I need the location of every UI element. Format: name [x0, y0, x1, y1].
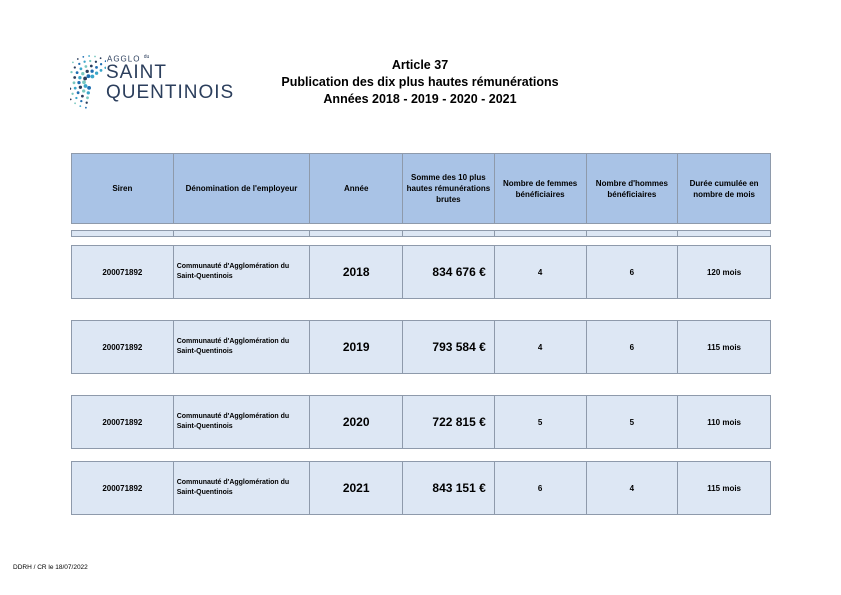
- cell-men: 6: [587, 246, 679, 298]
- agglo-logo: [70, 52, 235, 112]
- logo-dot: [74, 87, 77, 90]
- table-header: [71, 153, 771, 224]
- header-duration: Durée cumulée en nombre de mois: [689, 178, 759, 199]
- cell-siren: 200071892: [72, 321, 174, 373]
- logo-dot: [74, 102, 76, 104]
- logo-dot: [73, 81, 76, 84]
- logo-dot: [87, 74, 91, 78]
- logo-dot: [82, 80, 86, 84]
- logo-line2: SAINT: [106, 62, 167, 83]
- logo-dot: [77, 91, 80, 94]
- header-sum: Somme des 10 plus hautes rémunérations brutes: [403, 154, 495, 223]
- logo-dot: [87, 86, 91, 90]
- table-row: [71, 245, 771, 299]
- title-line2: Publication des dix plus hautes rémunérations: [281, 75, 559, 89]
- logo-dot: [82, 89, 85, 92]
- cell-employer: Communauté d'Agglomération du Saint-Quentinois: [174, 246, 311, 298]
- logo-dot: [81, 95, 84, 98]
- logo-dot: [89, 60, 91, 62]
- logo-dot: [85, 65, 88, 68]
- logo-dot: [79, 105, 81, 107]
- logo-dot: [70, 99, 72, 101]
- logo-dot: [95, 61, 97, 63]
- logo-dot: [85, 107, 87, 109]
- cell-men: 4: [587, 462, 679, 514]
- logo-dot: [74, 66, 76, 68]
- logo-dot: [90, 70, 93, 73]
- cell-sum: 722 815 €: [403, 396, 495, 448]
- spacer-cell: [72, 231, 174, 236]
- logo-dot: [88, 55, 90, 57]
- logo-dot: [100, 57, 102, 59]
- logo-dot: [90, 65, 93, 68]
- logo-dot: [95, 72, 98, 75]
- header-employer: Dénomination de l'employeur: [174, 154, 311, 223]
- logo-dot: [72, 62, 74, 64]
- logo-dot: [70, 71, 72, 73]
- logo-dot: [86, 70, 89, 73]
- logo-dot: [71, 93, 73, 95]
- logo-dot: [81, 72, 84, 75]
- cell-women: 4: [495, 321, 587, 373]
- cell-duration: 115 mois: [707, 483, 742, 493]
- cell-employer: Communauté d'Agglomération du Saint-Quentinois: [174, 396, 311, 448]
- cell-siren: 200071892: [72, 396, 174, 448]
- table-row: [71, 320, 771, 374]
- cell-year: 2019: [310, 321, 403, 373]
- table-row: [71, 461, 771, 515]
- logo-dot: [91, 75, 95, 79]
- logo-line1: AGGLO $^{du}$: [107, 54, 150, 64]
- header-siren: Siren: [72, 154, 174, 223]
- title-line3: Années 2018 - 2019 - 2020 - 2021: [323, 92, 517, 106]
- spacer-cell: [678, 231, 770, 236]
- logo-dot: [73, 76, 76, 79]
- table-spacer-row: [71, 230, 771, 237]
- logo-dot: [94, 56, 96, 58]
- logo-dot: [83, 61, 85, 63]
- logo-line3: QUENTINOIS: [106, 82, 235, 103]
- logo-dot: [78, 63, 80, 65]
- cell-women: 5: [495, 396, 587, 448]
- logo-dot: [95, 66, 98, 69]
- spacer-cell: [403, 231, 495, 236]
- cell-duration: 110 mois: [707, 417, 742, 427]
- document-title: [250, 57, 590, 108]
- footer-note: DDRH / CR le 18/07/2022: [13, 564, 88, 571]
- header-men: Nombre d'hommes bénéficiaires: [587, 154, 679, 223]
- logo-dot: [100, 63, 102, 65]
- header-year: Année: [310, 154, 403, 223]
- logo-dot: [86, 102, 88, 104]
- cell-employer: Communauté d'Agglomération du Saint-Quentinois: [174, 462, 311, 514]
- table-row: [71, 395, 771, 449]
- cell-year: 2018: [310, 246, 403, 298]
- logo-dot: [77, 81, 80, 84]
- cell-sum: 843 151 €: [403, 462, 495, 514]
- cell-men: 6: [587, 321, 679, 373]
- cell-siren: 200071892: [72, 462, 174, 514]
- logo-dot: [70, 88, 71, 90]
- cell-sum: 793 584 €: [403, 321, 495, 373]
- logo-dot: [84, 84, 88, 88]
- header-women: Nombre de femmes bénéficiaires: [495, 154, 587, 223]
- spacer-cell: [310, 231, 403, 236]
- logo-dot: [76, 71, 79, 74]
- logo-dot: [100, 69, 103, 72]
- logo-dot: [78, 76, 81, 79]
- cell-sum: 834 676 €: [403, 246, 495, 298]
- title-line1: Article 37: [391, 58, 449, 72]
- logo-dot: [83, 77, 87, 81]
- logo-dots-icon: [70, 52, 106, 112]
- cell-women: 6: [495, 462, 587, 514]
- cell-duration: 115 mois: [707, 342, 742, 352]
- logo-dot: [87, 91, 90, 94]
- spacer-cell: [174, 231, 311, 236]
- cell-women: 4: [495, 246, 587, 298]
- logo-dot: [80, 67, 83, 70]
- cell-year: 2020: [310, 396, 403, 448]
- cell-men: 5: [587, 396, 679, 448]
- spacer-cell: [587, 231, 679, 236]
- cell-siren: 200071892: [72, 246, 174, 298]
- cell-year: 2021: [310, 462, 403, 514]
- spacer-cell: [495, 231, 587, 236]
- logo-dot: [80, 100, 82, 102]
- logo-dot: [75, 97, 77, 99]
- logo-dot: [82, 56, 84, 58]
- cell-duration: 120 mois: [706, 267, 742, 277]
- logo-dot: [86, 96, 89, 99]
- cell-employer: Communauté d'Agglomération du Saint-Quentinois: [174, 321, 311, 373]
- logo-dot: [79, 86, 82, 89]
- logo-dot: [77, 58, 79, 60]
